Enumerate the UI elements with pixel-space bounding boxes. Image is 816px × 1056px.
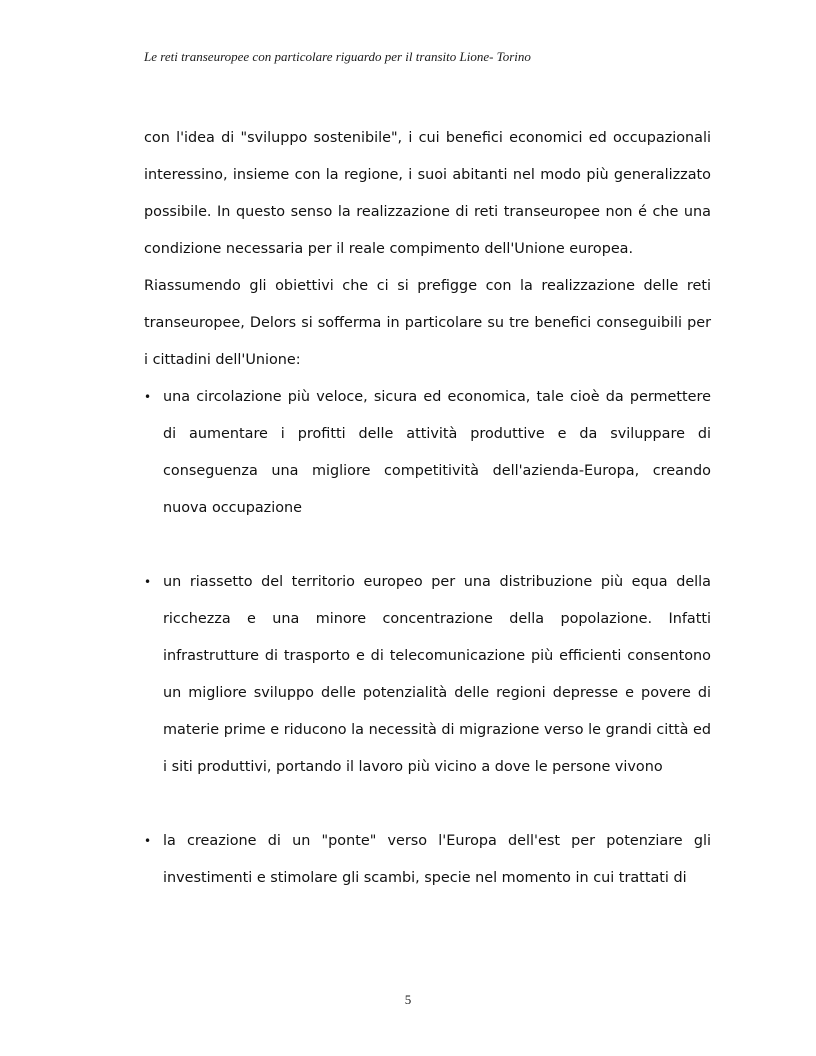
list-spacer [144, 527, 711, 564]
paragraph: con l'idea di "sviluppo sostenibile", i cui benefici economici ed occupazionali interessino, insieme con la regione, i suoi abitanti nel modo più generalizzato possibile. In questo senso la realizzazione di reti transeuropee non é che una condizione necessaria per il reale compimento dell'Unione europea. [144, 130, 711, 257]
page-body [144, 120, 711, 897]
page-number: 5 [404, 992, 412, 1007]
list-item [144, 823, 711, 897]
bullet-icon: • [144, 575, 152, 589]
list-item-text: un riassetto del territorio europeo per una distribuzione più equa della ricchezza e una minore concentrazione della popolazione. Infatti infrastrutture di trasporto e di telecomunicazione più efficienti consentono un migliore sviluppo delle potenzialità delle regioni depresse e povere di materie prime e riducono la necessità di migrazione verso le grandi città ed i siti produttivi, portando il lavoro più vicino a dove le persone vivono [163, 574, 711, 775]
running-header: Le reti transeuropee con particolare riguardo per il transito Lione- Torino [144, 49, 531, 64]
bullet-icon: • [144, 390, 152, 404]
benefits-list [144, 379, 711, 897]
paragraph: Riassumendo gli obiettivi che ci si prefigge con la realizzazione delle reti transeuropee, Delors si sofferma in particolare su tre benefici conseguibili per i cittadini dell'Unione: [144, 278, 711, 368]
bullet-icon: • [144, 834, 152, 848]
list-spacer [144, 786, 711, 823]
list-item-text: la creazione di un "ponte" verso l'Europa dell'est per potenziare gli investimenti e stimolare gli scambi, specie nel momento in cui trattati di [163, 833, 711, 886]
list-item [144, 379, 711, 527]
list-item-text: una circolazione più veloce, sicura ed economica, tale cioè da permettere di aumentare i profitti delle attività produttive e da sviluppare di conseguenza una migliore competitività dell'azienda-Europa, creando nuova occupazione [163, 389, 711, 516]
list-item [144, 564, 711, 786]
